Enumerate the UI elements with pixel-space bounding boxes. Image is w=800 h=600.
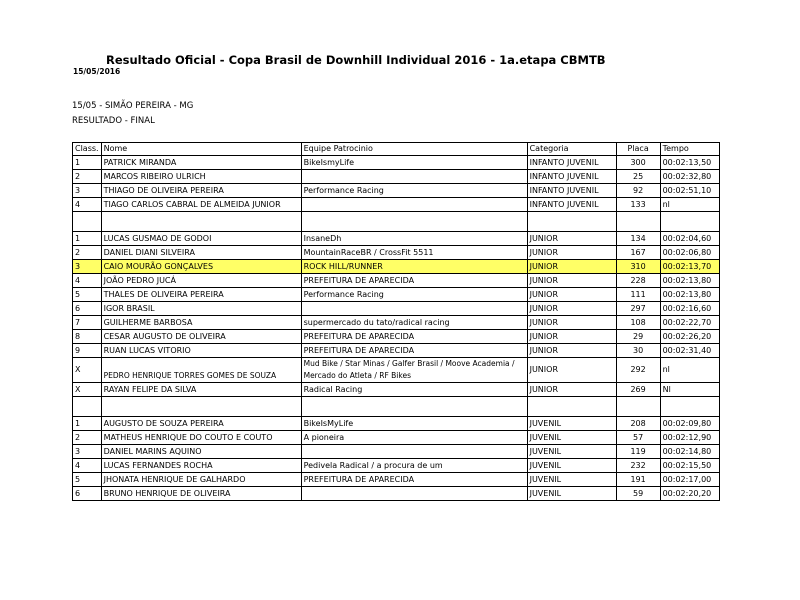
cell-class: X [73,358,102,383]
col-header-placa: Placa [616,143,660,156]
cell-class: 7 [73,316,102,330]
cell-class: 2 [73,170,102,184]
cell-categoria: JUNIOR [527,302,616,316]
table-row [73,445,720,459]
cell-class: 1 [73,156,102,170]
table-row [73,170,720,184]
cell-placa: 108 [616,316,660,330]
cell-equipe: BikeIsmyLife [301,156,527,170]
col-header-categoria: Categoria [527,143,616,156]
cell-categoria: JUNIOR [527,288,616,302]
cell-tempo: 00:02:14,80 [660,445,719,459]
cell-equipe: MountainRaceBR / CrossFit 5511 [301,246,527,260]
cell-class: 5 [73,473,102,487]
cell-equipe: supermercado du tato/radical racing [301,316,527,330]
empty-cell [73,397,102,417]
cell-tempo: 00:02:32,80 [660,170,719,184]
cell-placa: 310 [616,260,660,274]
col-header-nome: Nome [101,143,301,156]
cell-tempo: 00:02:13,80 [660,274,719,288]
cell-equipe: InsaneDh [301,232,527,246]
empty-cell [616,212,660,232]
cell-tempo: nl [660,198,719,212]
cell-placa: 92 [616,184,660,198]
cell-tempo: Nl [660,383,719,397]
group-separator [73,397,720,417]
page-title: Resultado Oficial - Copa Brasil de Downhill Individual 2016 - 1a.etapa CBMTB [106,53,606,67]
group-separator [73,212,720,232]
cell-categoria: JUVENIL [527,417,616,431]
cell-equipe: Radical Racing [301,383,527,397]
table-row [73,156,720,170]
col-header-equipe: Equipe Patrocinio [301,143,527,156]
cell-nome: DANIEL MARINS AQUINO [101,445,301,459]
cell-placa: 57 [616,431,660,445]
table-row [73,302,720,316]
cell-class: 1 [73,232,102,246]
cell-categoria: INFANTO JUVENIL [527,198,616,212]
empty-cell [301,397,527,417]
cell-class: 1 [73,417,102,431]
cell-class: 4 [73,459,102,473]
empty-cell [101,397,301,417]
cell-tempo: 00:02:22,70 [660,316,719,330]
cell-placa: 111 [616,288,660,302]
cell-class: 3 [73,184,102,198]
empty-cell [527,212,616,232]
cell-tempo: 00:02:13,70 [660,260,719,274]
cell-placa: 232 [616,459,660,473]
cell-class: 8 [73,330,102,344]
cell-categoria: JUNIOR [527,330,616,344]
cell-placa: 133 [616,198,660,212]
publish-date: 15/05/2016 [73,67,121,76]
table-row [73,383,720,397]
empty-cell [73,212,102,232]
event-location: 15/05 - SIMÃO PEREIRA - MG [72,101,194,111]
table-row [73,417,720,431]
cell-tempo: 00:02:51,10 [660,184,719,198]
cell-tempo: 00:02:26,20 [660,330,719,344]
cell-nome: LUCAS FERNANDES ROCHA [101,459,301,473]
empty-cell [660,397,719,417]
cell-placa: 208 [616,417,660,431]
cell-nome: CAIO MOURÃO GONÇALVES [101,260,301,274]
table-row [73,487,720,501]
cell-nome: PEDRO HENRIQUE TORRES GOMES DE SOUZA [101,358,301,383]
cell-nome: MATHEUS HENRIQUE DO COUTO E COUTO [101,431,301,445]
cell-categoria: JUNIOR [527,344,616,358]
empty-cell [101,212,301,232]
cell-placa: 269 [616,383,660,397]
cell-categoria: JUVENIL [527,445,616,459]
table-row [73,316,720,330]
cell-nome: PATRICK MIRANDA [101,156,301,170]
cell-nome: IGOR BRASIL [101,302,301,316]
result-status: RESULTADO - FINAL [72,116,155,126]
cell-placa: 119 [616,445,660,459]
cell-equipe [301,170,527,184]
cell-tempo: 00:02:17,00 [660,473,719,487]
cell-equipe [301,487,527,501]
cell-nome: BRUNO HENRIQUE DE OLIVEIRA [101,487,301,501]
cell-categoria: JUNIOR [527,316,616,330]
cell-categoria: JUNIOR [527,260,616,274]
table-row [73,473,720,487]
cell-placa: 191 [616,473,660,487]
cell-nome: MARCOS RIBEIRO ULRICH [101,170,301,184]
cell-placa: 29 [616,330,660,344]
cell-nome: LUCAS GUSMAO DE GODOI [101,232,301,246]
table-row [73,198,720,212]
cell-tempo: 00:02:04,60 [660,232,719,246]
cell-class: 2 [73,246,102,260]
cell-equipe: PREFEITURA DE APARECIDA [301,330,527,344]
cell-nome: GUILHERME BARBOSA [101,316,301,330]
table-row [73,246,720,260]
cell-categoria: JUNIOR [527,383,616,397]
col-header-tempo: Tempo [660,143,719,156]
cell-placa: 59 [616,487,660,501]
cell-equipe: Performance Racing [301,288,527,302]
cell-categoria: JUNIOR [527,232,616,246]
cell-placa: 228 [616,274,660,288]
cell-categoria: INFANTO JUVENIL [527,170,616,184]
cell-class: X [73,383,102,397]
cell-equipe: Mud Bike / Star Minas / Galfer Brasil / Moove Academia / Mercado do Atleta / RF Bikes [301,358,527,383]
table-row [73,288,720,302]
table-row [73,274,720,288]
cell-categoria: INFANTO JUVENIL [527,156,616,170]
cell-categoria: JUNIOR [527,246,616,260]
cell-tempo: 00:02:31,40 [660,344,719,358]
cell-tempo: 00:02:09,80 [660,417,719,431]
cell-tempo: 00:02:20,20 [660,487,719,501]
cell-equipe: PREFEITURA DE APARECIDA [301,344,527,358]
cell-placa: 134 [616,232,660,246]
cell-categoria: INFANTO JUVENIL [527,184,616,198]
cell-nome: RAYAN FELIPE DA SILVA [101,383,301,397]
cell-equipe: BikeIsMyLife [301,417,527,431]
cell-placa: 25 [616,170,660,184]
cell-categoria: JUVENIL [527,431,616,445]
cell-nome: DANIEL DIANI SILVEIRA [101,246,301,260]
cell-categoria: JUVENIL [527,487,616,501]
empty-cell [616,397,660,417]
cell-placa: 30 [616,344,660,358]
table-row [73,330,720,344]
cell-nome: THALES DE OLIVEIRA PEREIRA [101,288,301,302]
cell-equipe: PREFEITURA DE APARECIDA [301,473,527,487]
empty-cell [301,212,527,232]
cell-tempo: 00:02:16,60 [660,302,719,316]
cell-tempo: 00:02:13,80 [660,288,719,302]
cell-class: 9 [73,344,102,358]
cell-nome: AUGUSTO DE SOUZA PEREIRA [101,417,301,431]
cell-nome: CESAR AUGUSTO DE OLIVEIRA [101,330,301,344]
cell-nome: JHONATA HENRIQUE DE GALHARDO [101,473,301,487]
cell-placa: 297 [616,302,660,316]
cell-class: 3 [73,260,102,274]
empty-cell [660,212,719,232]
cell-tempo: 00:02:12,90 [660,431,719,445]
cell-placa: 300 [616,156,660,170]
table-row [73,431,720,445]
table-row [73,232,720,246]
table-row [73,260,720,274]
cell-tempo: 00:02:13,50 [660,156,719,170]
cell-equipe [301,198,527,212]
empty-cell [527,397,616,417]
cell-nome: THIAGO DE OLIVEIRA PEREIRA [101,184,301,198]
table-row [73,344,720,358]
cell-equipe: Performance Racing [301,184,527,198]
cell-equipe [301,445,527,459]
table-row [73,459,720,473]
cell-categoria: JUVENIL [527,459,616,473]
table-row [73,184,720,198]
results-table [72,142,720,501]
cell-equipe: ROCK HILL/RUNNER [301,260,527,274]
cell-class: 6 [73,302,102,316]
cell-placa: 167 [616,246,660,260]
cell-class: 3 [73,445,102,459]
col-header-class: Class. [73,143,102,156]
cell-class: 6 [73,487,102,501]
cell-tempo: 00:02:15,50 [660,459,719,473]
cell-class: 4 [73,198,102,212]
cell-categoria: JUNIOR [527,274,616,288]
cell-class: 2 [73,431,102,445]
table-row [73,358,720,383]
cell-equipe: PREFEITURA DE APARECIDA [301,274,527,288]
cell-class: 4 [73,274,102,288]
cell-nome: RUAN LUCAS VITORIO [101,344,301,358]
cell-tempo: nl [660,358,719,383]
cell-nome: JOÃO PEDRO JUCÁ [101,274,301,288]
cell-categoria: JUNIOR [527,358,616,383]
cell-equipe: A pioneira [301,431,527,445]
cell-categoria: JUVENIL [527,473,616,487]
cell-nome: TIAGO CARLOS CABRAL DE ALMEIDA JUNIOR [101,198,301,212]
cell-equipe [301,302,527,316]
cell-tempo: 00:02:06,80 [660,246,719,260]
cell-equipe: Pedivela Radical / a procura de um [301,459,527,473]
cell-placa: 292 [616,358,660,383]
cell-class: 5 [73,288,102,302]
results-body [73,156,720,501]
table-header-row [73,143,720,156]
